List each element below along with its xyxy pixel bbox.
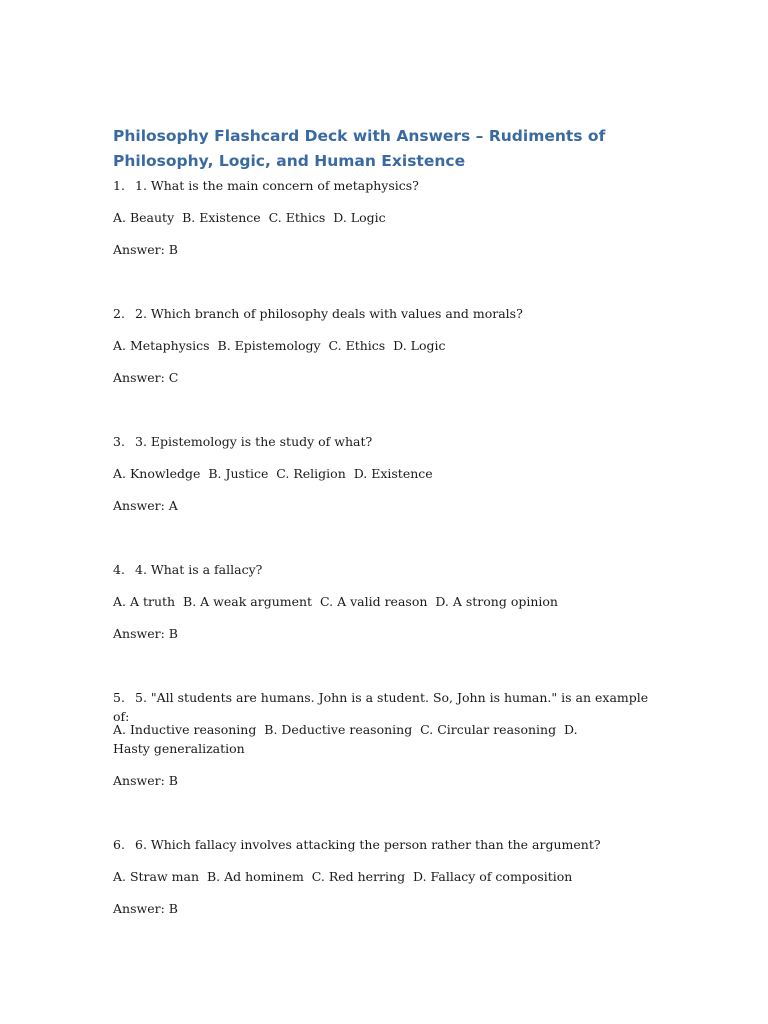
question-options: A. Knowledge B. Justice C. Religion D. Existence <box>113 466 433 481</box>
question-answer: Answer: B <box>113 626 178 641</box>
question-text: 2. Which branch of philosophy deals with values and morals? <box>135 306 523 321</box>
question-answer: Answer: B <box>113 242 178 257</box>
question-line <box>113 432 653 451</box>
question-item <box>113 688 653 788</box>
question-options: A. Beauty B. Existence C. Ethics D. Logic <box>113 210 386 225</box>
question-options: A. Straw man B. Ad hominem C. Red herring D. Fallacy of composition <box>113 869 573 884</box>
question-item <box>113 432 653 527</box>
question-text: 6. Which fallacy involves attacking the person rather than the argument? <box>135 837 601 852</box>
question-text: 3. Epistemology is the study of what? <box>135 434 373 449</box>
question-answer: Answer: C <box>113 370 179 385</box>
question-item <box>113 304 653 399</box>
document-title: Philosophy Flashcard Deck with Answers – Rudiments of Philosophy, Logic, and Human Existence <box>113 127 606 170</box>
question-number: 5. <box>113 690 125 705</box>
question-options: A. Inductive reasoning B. Deductive reasoning C. Circular reasoning D. Hasty generalization <box>113 722 582 756</box>
question-options: A. A truth B. A weak argument C. A valid reason D. A strong opinion <box>113 594 558 609</box>
question-answer: Answer: B <box>113 901 178 916</box>
question-line <box>113 304 653 323</box>
question-number: 1. <box>113 178 125 193</box>
question-answer: Answer: A <box>113 498 178 513</box>
question-number: 4. <box>113 562 125 577</box>
question-line <box>113 835 653 854</box>
question-options: A. Metaphysics B. Epistemology C. Ethics D. Logic <box>113 338 446 353</box>
question-item <box>113 835 653 930</box>
question-text: 4. What is a fallacy? <box>135 562 263 577</box>
question-number: 3. <box>113 434 125 449</box>
question-number: 2. <box>113 306 125 321</box>
question-number: 6. <box>113 837 125 852</box>
question-item <box>113 560 653 655</box>
question-line <box>113 176 653 195</box>
question-line <box>113 560 653 579</box>
question-text: 5. "All students are humans. John is a student. So, John is human." is an example of: <box>113 690 653 724</box>
question-item <box>113 176 653 271</box>
question-answer: Answer: B <box>113 773 178 788</box>
question-text: 1. What is the main concern of metaphysics? <box>135 178 419 193</box>
